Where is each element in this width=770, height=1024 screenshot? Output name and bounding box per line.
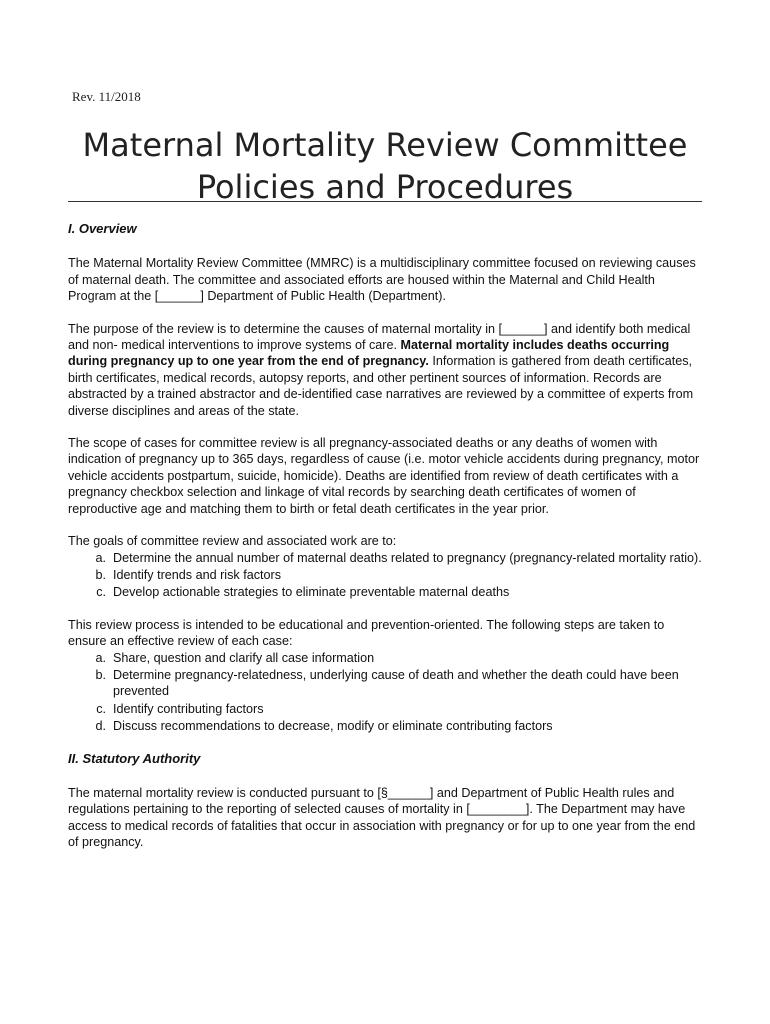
list-item-text: Identify contributing factors bbox=[113, 701, 264, 716]
list-item bbox=[68, 550, 702, 566]
overview-p2-text-b: Information is gathered from death certificates, birth certificates, medical records, autopsy reports, and other pertinent sources of information. Records are abstracted by a trained abstractor and de-identified case narratives are reviewed by a committee of experts from diverse disciplines and areas of the state. bbox=[68, 354, 694, 418]
section-heading-overview: I. Overview bbox=[68, 221, 137, 236]
list-marker: c. bbox=[96, 585, 106, 600]
section-heading-statutory-authority: II. Statutory Authority bbox=[68, 750, 201, 766]
document-body bbox=[68, 221, 702, 867]
overview-paragraph-1: The Maternal Mortality Review Committee (MMRC) is a multidisciplinary committee focused on reviewing causes of maternal death. The committee and associated efforts are housed within the Maternal and Child Health Program at the [______] Department of Public Health (Department). bbox=[68, 256, 696, 304]
list-item bbox=[68, 567, 702, 583]
statutory-paragraph-1: The maternal mortality review is conducted pursuant to [§______] and Department of Public Health rules and regulations pertaining to the reporting of selected causes of mortality in [________]. The Department may have access to medical records of fatalities that occur in association with pregnancy or for up to one year from the end of pregnancy. bbox=[68, 785, 696, 850]
steps-lead: This review process is intended to be educational and prevention-oriented. The following steps are taken to ensure an effective review of each case: bbox=[68, 617, 665, 649]
title-line-1: Maternal Mortality Review Committee bbox=[82, 126, 688, 164]
list-marker: a. bbox=[95, 650, 106, 665]
list-item bbox=[68, 650, 702, 666]
list-marker: a. bbox=[95, 550, 106, 565]
list-item-text: Determine the annual number of maternal deaths related to pregnancy (pregnancy-related mortality ratio). bbox=[113, 550, 702, 565]
title-divider bbox=[68, 201, 702, 202]
document-title bbox=[68, 124, 702, 208]
list-marker: b. bbox=[95, 667, 106, 682]
goals-list bbox=[68, 550, 702, 601]
list-marker: b. bbox=[95, 567, 106, 582]
overview-p2-text-a: The purpose of the review is to determine the causes of maternal mortality in [______] and identify both medical and non- medical interventions to improve systems of care. bbox=[68, 321, 691, 353]
list-item-text: Share, question and clarify all case information bbox=[113, 650, 375, 665]
list-item bbox=[68, 667, 702, 700]
list-marker: c. bbox=[96, 701, 106, 716]
overview-paragraph-3: The scope of cases for committee review is all pregnancy-associated deaths or any deaths of women with indication of pregnancy up to 365 days, regardless of cause (i.e. motor vehicle accidents during pregnancy, motor vehicle accidents postpartum, suicide, homicide). Deaths are identified from review of death certificates with a pregnancy checkbox selection and linkage of vital records by searching death certificates of women of reproductive age and matching them to birth or fetal death certificates in the year prior. bbox=[68, 436, 700, 516]
overview-p2-bold: Maternal mortality includes deaths occurring during pregnancy up to one year from the end of pregnancy. bbox=[68, 338, 670, 369]
overview-paragraph-2 bbox=[68, 321, 702, 419]
list-item bbox=[68, 584, 702, 600]
list-item-text: Develop actionable strategies to eliminate preventable maternal deaths bbox=[113, 585, 510, 600]
goals-lead: The goals of committee review and associated work are to: bbox=[68, 534, 397, 549]
list-item bbox=[68, 718, 702, 734]
revision-label: Rev. 11/2018 bbox=[72, 89, 141, 104]
list-item-text: Determine pregnancy-relatedness, underlying cause of death and whether the death could have been prevented bbox=[113, 667, 679, 699]
list-item bbox=[68, 701, 702, 717]
list-item-text: Discuss recommendations to decrease, modify or eliminate contributing factors bbox=[113, 719, 553, 734]
list-item-text: Identify trends and risk factors bbox=[113, 567, 281, 582]
steps-list bbox=[68, 650, 702, 735]
title-line-2: Policies and Procedures bbox=[196, 168, 574, 206]
list-marker: d. bbox=[95, 719, 106, 734]
